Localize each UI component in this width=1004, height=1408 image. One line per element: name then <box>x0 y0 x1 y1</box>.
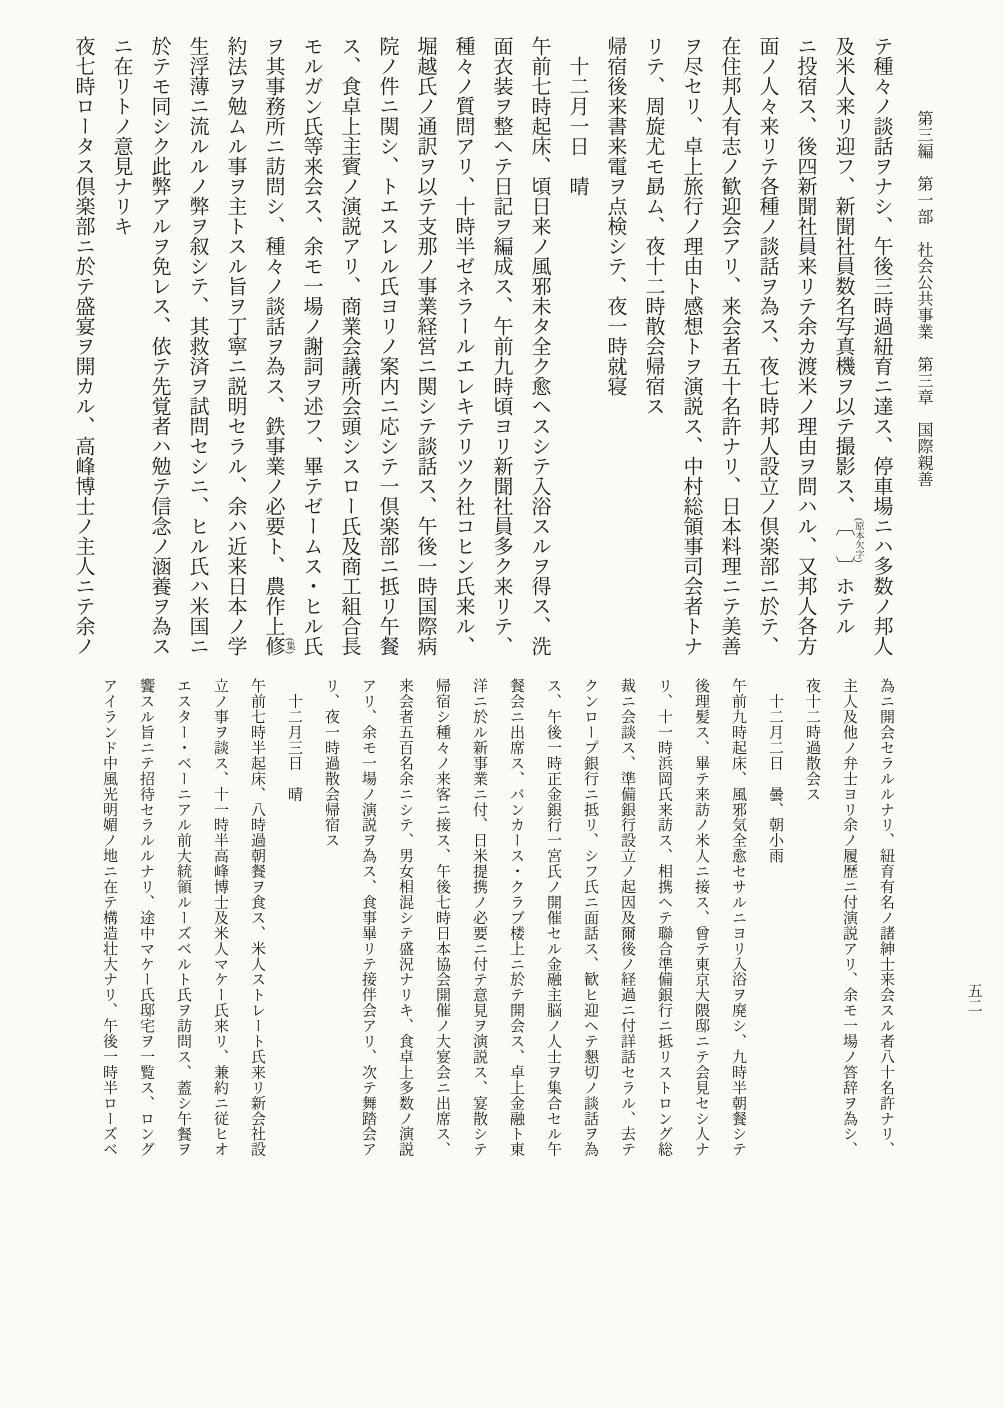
text-column: 十二月一日 晴 <box>566 36 588 196</box>
text-column: ニ在リトノ意見ナリキ <box>110 36 132 236</box>
text-column: アイランド中風光明媚ノ地ニ在テ構造壮大ナリ、午後一時半ローズベ <box>101 678 117 1157</box>
text-column: クンロープ銀行ニ抵リ、シフ氏ニ面話ス、歓ヒ迎ヘテ懇切ノ談話ヲ為 <box>582 678 598 1157</box>
text-column: 生浮薄ニ流ルルノ弊ヲ叙シテ、其救済ヲ試問セシニ、ヒル氏ハ米国ニ <box>186 36 208 656</box>
text-column: 種々ノ質問アリ、十時半ゼネラールエレキテリツク社コヒン氏来ル、 <box>452 36 474 656</box>
text-column: テ種々ノ談話ヲナシ、午後三時過紐育ニ達ス、停車場ニハ多数ノ邦人 <box>870 36 892 656</box>
text-column: 夜七時ロータス倶楽部ニ於テ盛宴ヲ開カル、高峰博士ノ主人ニテ余ノ <box>72 36 94 656</box>
text-column: 約法ヲ勉ムル事ヲ主トスル旨ヲ丁寧ニ説明セラル、余ハ近来日本ノ学 <box>224 36 246 656</box>
text-column: 洋ニ於ル新事業ニ付、日米提携ノ必要ニ付テ意見ヲ演説ス、宴散シテ <box>471 678 487 1157</box>
section-header: 第三編 第一部 社会公共事業 第三章 国際親善 <box>915 110 932 488</box>
text-segment: 及米人来リ迎フ、新聞社員数名写真機ヲ以テ撮影ス、 <box>832 36 854 516</box>
text-column: 十二月三日 晴 <box>286 678 302 802</box>
diary-text-block-lower <box>81 678 895 1183</box>
text-column <box>817 36 863 686</box>
text-column: 立ノ事ヲ談ス、十一時半高峰博士及米人マケー氏来リ、兼約ニ従ヒオ <box>212 678 228 1157</box>
text-column: リ、十一時浜岡氏来訪ス、相携ヘテ聯合準備銀行ニ抵リストロング総 <box>656 678 672 1157</box>
text-column: 餐会ニ出席ス、バンカース・クラブ楼上ニ於テ開会ス、卓上金融ト東 <box>508 678 524 1157</box>
text-column: エスター・ベーニアル前大統領ルーズベルト氏ヲ訪問ス、蓋シ午餐ヲ <box>175 678 191 1157</box>
text-column: 十二月二日 曇、朝小雨 <box>767 678 783 864</box>
text-column: 饗スル旨ニテ招待セラルルナリ、途中マケー氏邸宅ヲ一覧ス、ロング <box>138 678 154 1157</box>
text-column: 午前九時起床、風邪気全愈セサルニヨリ入浴ヲ廃シ、九時半朝餐シテ <box>730 678 746 1157</box>
text-column: 在住邦人有志ノ歓迎会アリ、来会者五十名許ナリ、日本料理ニテ美善 <box>718 36 740 656</box>
page-number: 五二 <box>965 983 982 1013</box>
annotation-text: (原本欠字) <box>852 518 863 563</box>
text-column: 後理髪ス、畢テ来訪ノ米人ニ接ス、曾テ東京大隈邸ニテ会見セシ人ナ <box>693 678 709 1157</box>
text-column: 帰宿シ種々ノ来客ニ接ス、午後七時日本協会開催ノ大宴会ニ出席ス、 <box>434 678 450 1157</box>
text-column: アリ、余モ一場ノ演説ヲ為ス、食事畢リテ接伴会アリ、次テ舞踏会ア <box>360 678 376 1157</box>
text-column: 為ニ開会セラルルナリ、紐育有名ノ諸紳士来会スル者八十名許ナリ、 <box>878 678 894 1157</box>
diary-text-block-upper <box>57 36 893 686</box>
text-column: 午前七時起床、頃日来ノ風邪未タ全ク愈ヘスシテ入浴スルヲ得ス、洗 <box>528 36 550 656</box>
text-column: 於テモ同シク此弊アルヲ免レス、依テ先覚者ハ勉テ信念ノ涵養ヲ為ス <box>148 36 170 656</box>
text-column: 堀越氏ノ通訳ヲ以テ支那ノ事業経営ニ関シテ談話ス、午後一時国際病 <box>414 36 436 656</box>
text-column: 面ノ人々来リテ各種ノ談話ヲ為ス、夜七時邦人設立ノ倶楽部ニ於テ、 <box>756 36 778 656</box>
text-column: 来会者五百名余ニシテ、男女相混シテ盛況ナリキ、食卓上多数ノ演説 <box>397 678 413 1157</box>
text-column: リテ、周旋尤モ勗ム、夜十二時散会帰宿ス <box>642 36 664 416</box>
text-column: ヲ尽セリ、卓上旅行ノ理由ト感想トヲ演説ス、中村総領事司会者トナ <box>680 36 702 656</box>
text-segment: 〔 〕ホテル <box>832 516 854 636</box>
text-column: リ、夜一時過散会帰宿ス <box>323 678 339 848</box>
annotation-text: (集) <box>283 638 294 654</box>
text-column: 帰宿後来書来電ヲ点検シテ、夜一時就寝 <box>604 36 626 396</box>
text-column: 夜十二時過散会ス <box>804 678 820 802</box>
text-column: 午前七時半起床、八時過朝餐ヲ食ス、米人ストレート氏来リ新会社設 <box>249 678 265 1157</box>
text-segment: ヲ其事務所ニ訪問シ、種々ノ談話ヲ為ス、鉄事業ノ必要ト、農作上修 <box>262 36 284 656</box>
text-column: モルガン氏等来会ス、余モ一場ノ謝詞ヲ述フ、畢テゼームス・ヒル氏 <box>300 36 322 656</box>
text-column: 裁ニ会談ス、準備銀行設立ノ起因及爾後ノ経過ニ付詳話セラル、去テ <box>619 678 635 1157</box>
text-column: 面衣装ヲ整ヘテ日記ヲ編成ス、午前九時頃ヨリ新聞社員多ク来リテ、 <box>490 36 512 656</box>
text-column: ス、食卓上主賓ノ演説アリ、商業会議所会頭シスロー氏及商工組合長 <box>338 36 360 656</box>
text-column: 院ノ件ニ関シ、トエスレル氏ヨリノ案内ニ応シテ一倶楽部ニ抵リ午餐 <box>376 36 398 656</box>
text-column <box>247 36 294 686</box>
text-column: 主人及他ノ弁士ヨリ余ノ履歴ニ付演説アリ、余モ一場ノ答辞ヲ為シ、 <box>841 678 857 1157</box>
text-column: ス、午後一時正金銀行一宮氏ノ開催セル金融主脳ノ人士ヲ集合セル午 <box>545 678 561 1157</box>
text-column: ニ投宿ス、後四新聞社員来リテ余カ渡米ノ理由ヲ問ハル、又邦人各方 <box>794 36 816 656</box>
